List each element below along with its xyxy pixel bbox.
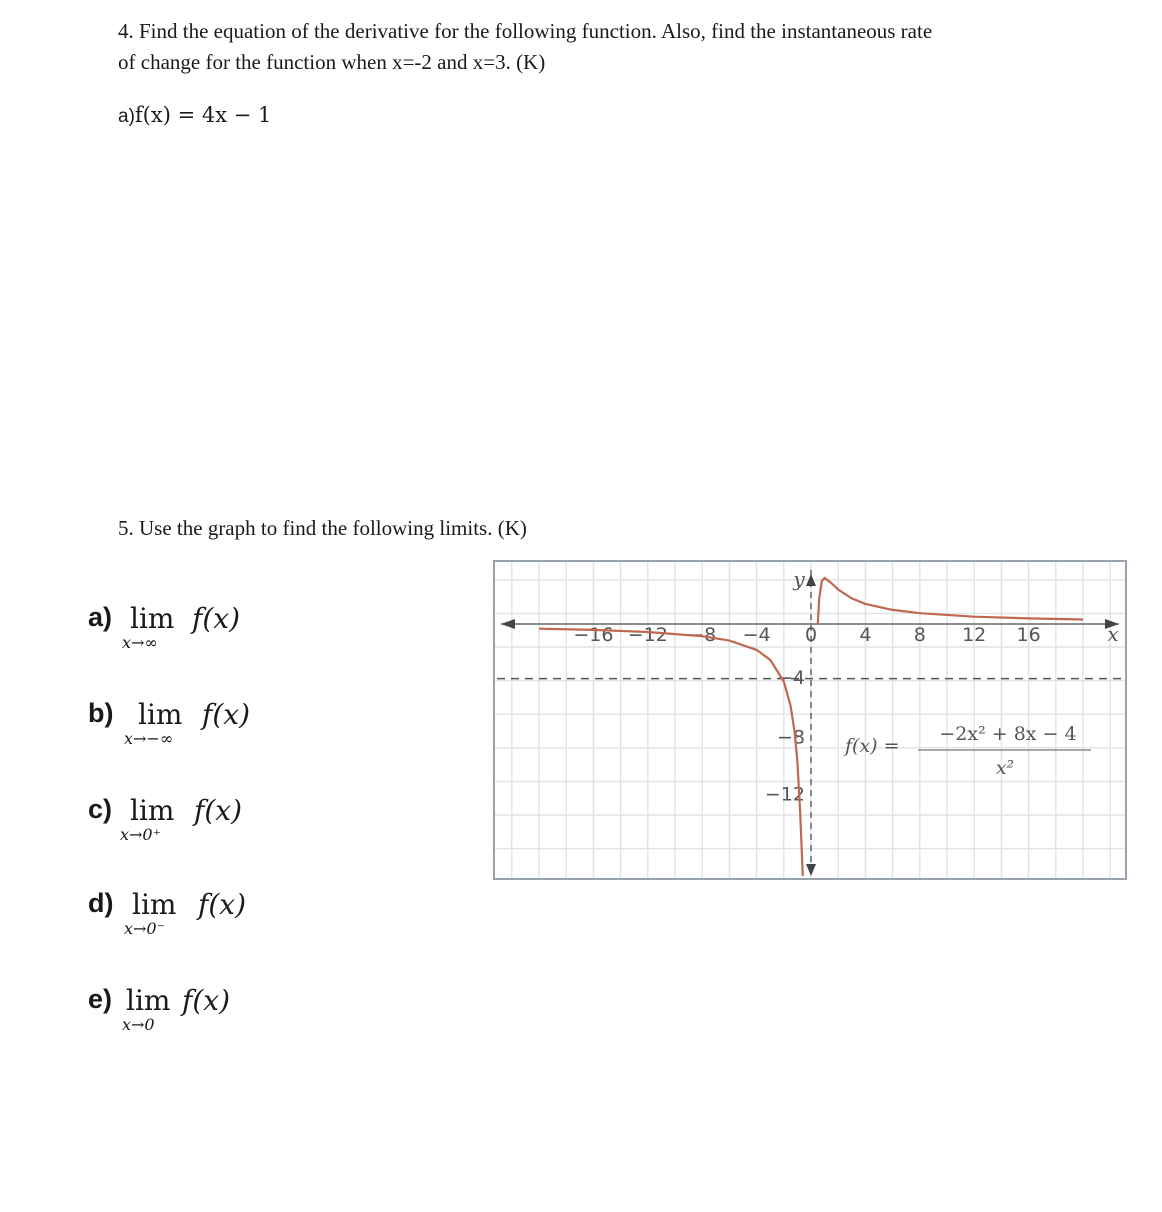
x-tick-label: −16 bbox=[573, 624, 614, 646]
x-tick-label: 0 bbox=[804, 624, 818, 646]
lim-subscript: x→0⁺ bbox=[120, 825, 162, 844]
q5-prompt: 5. Use the graph to find the following limits. (K) bbox=[118, 516, 527, 540]
limit-b bbox=[88, 698, 418, 758]
graph-frame bbox=[494, 561, 1126, 879]
lim-subscript: x→0⁻ bbox=[124, 919, 166, 938]
limit-letter: a) bbox=[88, 602, 113, 632]
limit-function: f(x) bbox=[198, 888, 247, 921]
x-tick-label: 16 bbox=[1016, 624, 1041, 646]
limit-function: f(x) bbox=[194, 794, 243, 827]
x-tick-label: 12 bbox=[962, 624, 987, 646]
lim-subscript: x→∞ bbox=[122, 633, 158, 652]
lim-subscript: x→−∞ bbox=[124, 729, 174, 748]
x-tick-label: 8 bbox=[913, 624, 926, 646]
function-denominator: x² bbox=[995, 757, 1015, 779]
y-tick-label: −8 bbox=[776, 726, 805, 749]
limit-d bbox=[88, 888, 418, 948]
x-tick-label: 4 bbox=[859, 624, 872, 646]
lim-subscript: x→0 bbox=[122, 1015, 155, 1034]
x-tick-label: −12 bbox=[627, 624, 668, 646]
y-tick-label: −4 bbox=[776, 667, 805, 690]
lim-operator: lim bbox=[126, 984, 171, 1017]
x-tick-label: −8 bbox=[688, 624, 717, 646]
function-graph bbox=[493, 560, 1127, 880]
limit-c bbox=[88, 794, 418, 854]
q4-part-a-expression: f(x) = 4x − 1 bbox=[134, 103, 272, 127]
q4-part-a bbox=[118, 103, 271, 128]
limit-letter: e) bbox=[88, 984, 113, 1014]
function-label: f(x) = bbox=[845, 735, 900, 757]
lim-operator: lim bbox=[132, 888, 177, 921]
x-axis-label: x bbox=[1107, 622, 1119, 646]
limit-e bbox=[88, 984, 418, 1044]
lim-operator: lim bbox=[138, 698, 183, 731]
limit-letter: c) bbox=[88, 794, 113, 824]
y-axis-label: y bbox=[793, 567, 805, 591]
limit-function: f(x) bbox=[192, 602, 241, 635]
limit-function: f(x) bbox=[202, 698, 251, 731]
function-numerator: −2x² + 8x − 4 bbox=[939, 723, 1077, 745]
limit-letter: d) bbox=[88, 888, 114, 918]
q4-text-line-1: 4. Find the equation of the derivative for the following function. Also, find the instantaneous rate bbox=[118, 19, 933, 43]
q4-text-line-2: of change for the function when x=-2 and x=3. (K) bbox=[118, 50, 546, 74]
x-tick-label: −4 bbox=[742, 624, 771, 646]
lim-operator: lim bbox=[130, 794, 175, 827]
limit-function: f(x) bbox=[182, 984, 231, 1017]
limit-a bbox=[88, 602, 418, 662]
y-tick-label: −12 bbox=[764, 783, 805, 806]
q4-part-a-label: a) bbox=[118, 106, 135, 127]
lim-operator: lim bbox=[130, 602, 175, 635]
limit-letter: b) bbox=[88, 698, 114, 728]
